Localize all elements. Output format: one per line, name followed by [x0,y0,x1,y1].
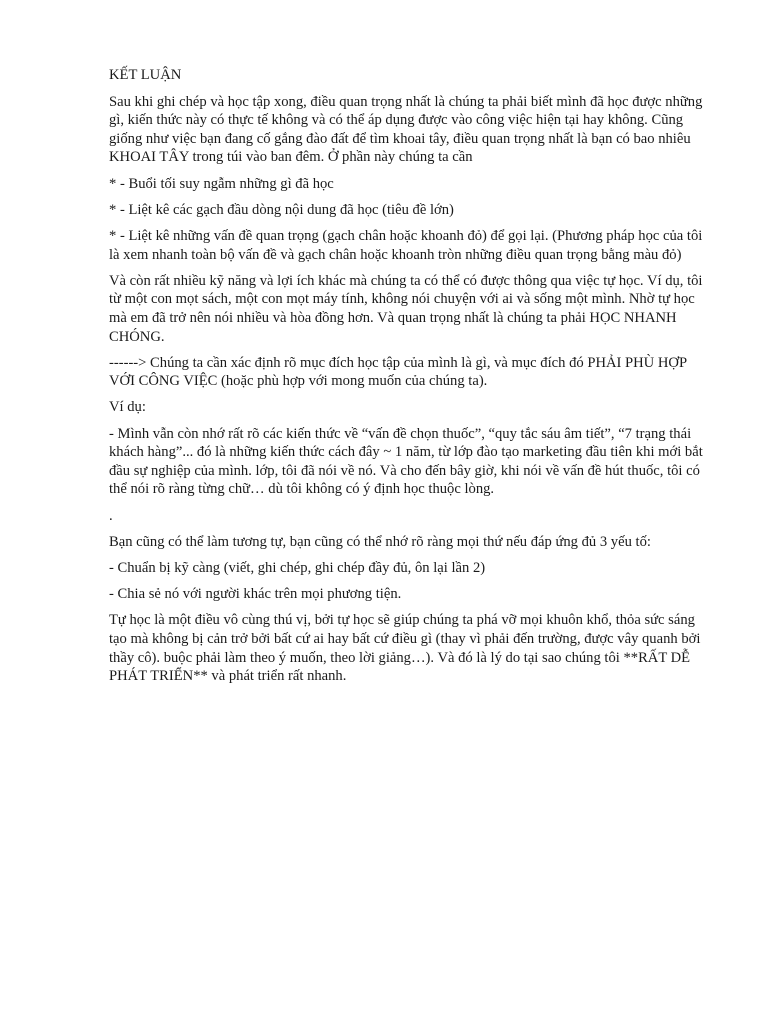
paragraph-three-factors: Bạn cũng có thể làm tương tự, bạn cũng có thể nhớ rõ ràng mọi thứ nếu đáp ứng đủ 3 yếu tố: [109,533,651,550]
bullet-list-important: * - Liệt kê những vấn đề quan trọng (gạch chân hoặc khoanh đỏ) để gọi lại. (Phương pháp học của tôi là xem nhanh toàn bộ vấn đề và gạch chân hoặc khoanh tròn những điều quan trọng bằng màu đỏ) [109,227,703,263]
paragraph-example: - Mình vẫn còn nhớ rất rõ các kiến thức về “vấn đề chọn thuốc”, “quy tắc sáu âm tiết”, “7 trạng thái khách hàng”... đó là những kiến thức cách đây ~ 1 năm, từ lớp đào tạo marketing đầu tiên khi mới bắt đầu sự nghiệp của mình. lớp, tôi đã nói về nó. Và cho đến bây giờ, khi nói về vấn đề hút thuốc, tôi có thể nói rõ ràng từng chữ… dù tôi không có ý định học thuộc lòng. [109,425,703,498]
paragraph-example-label: Ví dụ: [109,399,146,416]
document-body [109,66,713,693]
paragraph-conclusion: Tự học là một điều vô cùng thú vị, bởi tự học sẽ giúp chúng ta phá vỡ mọi khuôn khổ, thỏa sức sáng tạo mà không bị cản trở bởi bất cứ ai hay bất cứ điều gì (thay vì phải đến trường, được vây quanh bởi thầy cô). buộc phải làm theo ý muốn, theo lời giảng…). Và đó là lý do tại sao chúng tôi **RẤT DỄ PHÁT TRIỂN** và phát triển rất nhanh. [109,612,701,685]
document-title: KẾT LUẬN [109,67,182,83]
paragraph-benefits: Và còn rất nhiều kỹ năng và lợi ích khác mà chúng ta có thể có được thông qua việc tự học. Ví dụ, tôi từ một con mọt sách, một con mọt máy tính, không nói chuyện với ai và sống một mình. Nhờ tự học mà em đã trở nên nói nhiều và hòa đồng hơn. Và quan trọng nhất là chúng ta phải HỌC NHANH CHÓNG. [109,272,703,345]
list-item-prepare: - Chuẩn bị kỹ càng (viết, ghi chép, ghi chép đầy đủ, ôn lại lần 2) [109,560,486,576]
paragraph-intro: Sau khi ghi chép và học tập xong, điều quan trọng nhất là chúng ta phải biết mình đã học được những gì, kiến thức này có thực tế không và có thể áp dụng được vào công việc hiện tại hay không. Cũng giống như việc bạn đang cố gắng đào đất để tìm khoai tây, điều quan trọng nhất là bạn có bao nhiêu KHOAI TÂY trong túi vào ban đêm. Ở phần này chúng ta cần [109,93,703,166]
list-item-share: - Chia sẻ nó với người khác trên mọi phương tiện. [109,586,402,603]
bullet-list-headings: * - Liệt kê các gạch đầu dòng nội dung đã học (tiêu đề lớn) [109,201,454,218]
bullet-reflect: * - Buổi tối suy ngẫm những gì đã học [109,175,334,192]
paragraph-dot: . [109,507,113,524]
paragraph-purpose: ------> Chúng ta cần xác định rõ mục đích học tập của mình là gì, và mục đích đó PHẢI PHÙ HỢP VỚI CÔNG VIỆC (hoặc phù hợp với mong muốn của chúng ta). [109,354,687,390]
